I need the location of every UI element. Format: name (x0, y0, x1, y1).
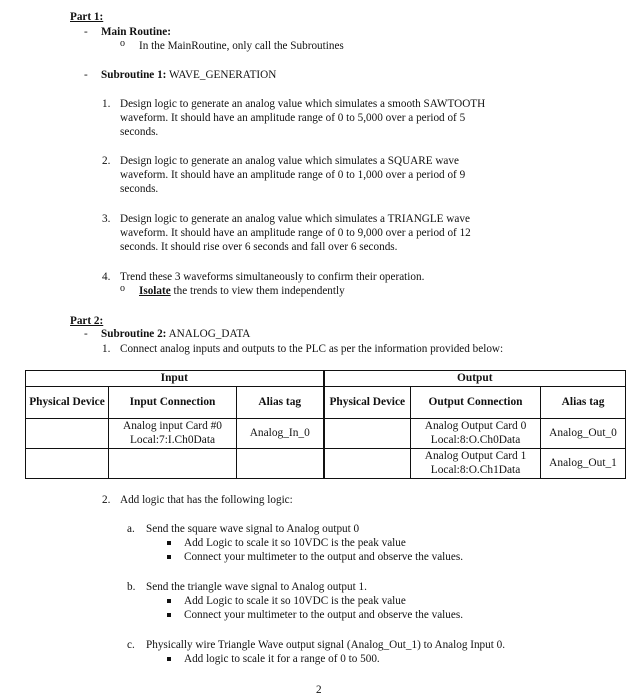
sub-c-bullet1: Add logic to scale it for a range of 0 to 500. (184, 653, 380, 665)
sub-a-bullet2: Connect your multimeter to the output and observe the values. (184, 551, 463, 563)
table-cell-empty (26, 449, 109, 479)
item3-line2: waveform. It should have an amplitude range of 0 to 9,000 over a period of 12 (120, 227, 471, 239)
sub-letter: a. (127, 523, 135, 535)
table-cell-empty (109, 449, 237, 479)
col-output-connection: Output Connection (411, 387, 541, 419)
item-number: 4. (102, 271, 111, 283)
isolate-emphasis: Isolate (139, 285, 171, 297)
table-cell-empty (237, 449, 324, 479)
output-conn-line1: Analog Output Card 1 (424, 449, 527, 462)
output-conn-line2: Local:8:O.Ch1Data (430, 463, 521, 476)
item4-sub-rest: the trends to view them independently (170, 285, 345, 297)
square-bullet-icon (167, 613, 171, 617)
output-header: Output (324, 371, 626, 387)
sub-b-bullet1: Add Logic to scale it so 10VDC is the peak value (184, 595, 406, 607)
sub-letter: b. (127, 581, 136, 593)
square-bullet-icon (167, 657, 171, 661)
subroutine1-label: Subroutine 1: (101, 69, 167, 81)
input-connection-cell (109, 419, 237, 449)
step1-text: Connect analog inputs and outputs to the PLC as per the information provided below: (120, 343, 504, 355)
input-alias-cell: Analog_In_0 (237, 419, 324, 449)
item4-text: Trend these 3 waveforms simultaneously to confirm their operation. (120, 271, 425, 283)
output-conn-line1: Analog Output Card 0 (424, 419, 527, 432)
square-bullet-icon (167, 555, 171, 559)
item1-line2: waveform. It should have an amplitude range of 0 to 5,000 over a period of 5 (120, 112, 466, 124)
input-conn-line1: Analog input Card #0 (122, 419, 223, 432)
dash: - (84, 69, 88, 81)
step-number: 2. (102, 494, 111, 506)
part2-heading: Part 2: (70, 315, 104, 327)
main-routine-item: In the MainRoutine, only call the Subroutines (139, 40, 344, 52)
part1-heading: Part 1: (70, 11, 104, 23)
col-input-connection: Input Connection (109, 387, 237, 419)
dash: - (84, 26, 88, 38)
item2-line2: waveform. It should have an amplitude range of 0 to 1,000 over a period of 9 (120, 169, 466, 181)
sub-a-text: Send the square wave signal to Analog output 0 (146, 523, 360, 535)
square-bullet-icon (167, 599, 171, 603)
item1-line3: seconds. (120, 126, 159, 138)
col-alias-tag: Alias tag (237, 387, 324, 419)
output-alias-cell: Analog_Out_0 (541, 419, 626, 449)
input-header: Input (26, 371, 324, 387)
subroutine1-name: WAVE_GENERATION (169, 69, 277, 81)
sub-c-text: Physically wire Triangle Wave output signal (Analog_Out_1) to Analog Input 0. (146, 639, 506, 651)
table-cell-empty (26, 419, 109, 449)
table-cell-empty (324, 449, 411, 479)
col-physical-device-out: Physical Device (324, 387, 411, 419)
dash: - (84, 328, 88, 340)
item4-sub (139, 284, 345, 299)
item2-line3: seconds. (120, 183, 159, 195)
main-routine-title: Main Routine: (101, 26, 171, 38)
page-number: 2 (316, 684, 322, 696)
output-alias-cell: Analog_Out_1 (541, 449, 626, 479)
item2-line1: Design logic to generate an analog value which simulates a SQUARE wave (120, 155, 459, 167)
sub-a-bullet1: Add Logic to scale it so 10VDC is the peak value (184, 537, 406, 549)
subroutine1-heading (101, 68, 276, 83)
item-number: 1. (102, 98, 111, 110)
output-connection-cell (411, 419, 541, 449)
item3-line1: Design logic to generate an analog value which simulates a TRIANGLE wave (120, 213, 470, 225)
square-bullet-icon (167, 541, 171, 545)
step-number: 1. (102, 343, 111, 355)
table-cell-empty (324, 419, 411, 449)
sub-b-bullet2: Connect your multimeter to the output and observe the values. (184, 609, 463, 621)
hollow-bullet-icon: o (120, 283, 125, 294)
item3-line3: seconds. It should rise over 6 seconds and fall over 6 seconds. (120, 241, 398, 253)
item-number: 2. (102, 155, 111, 167)
col-physical-device: Physical Device (26, 387, 109, 419)
subroutine2-name: ANALOG_DATA (168, 328, 251, 340)
item-number: 3. (102, 213, 111, 225)
io-table (25, 370, 626, 479)
subroutine2-label: Subroutine 2: (101, 328, 167, 340)
sub-letter: c. (127, 639, 135, 651)
subroutine2-heading (101, 327, 250, 342)
input-conn-line2: Local:7:I.Ch0Data (129, 433, 216, 446)
col-alias-tag-out: Alias tag (541, 387, 626, 419)
item1-line1: Design logic to generate an analog value which simulates a smooth SAWTOOTH (120, 98, 486, 110)
sub-b-text: Send the triangle wave signal to Analog output 1. (146, 581, 367, 593)
output-conn-line2: Local:8:O.Ch0Data (430, 433, 521, 446)
hollow-bullet-icon: o (120, 38, 125, 49)
step2-text: Add logic that has the following logic: (120, 494, 293, 506)
output-connection-cell (411, 449, 541, 479)
